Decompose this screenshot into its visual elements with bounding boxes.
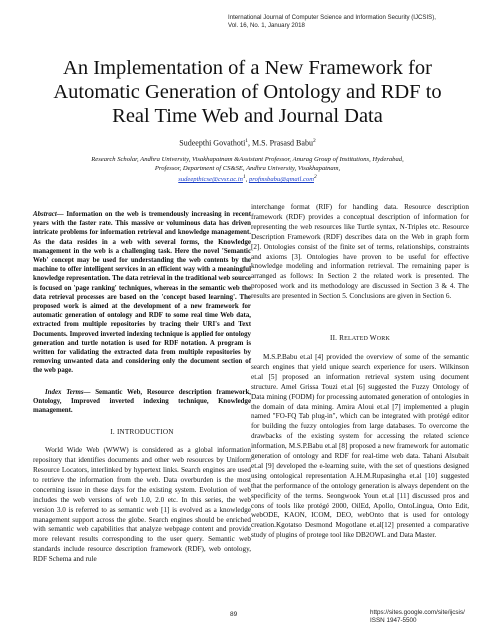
author-list: [20, 138, 475, 148]
section-1-initial: I: [116, 428, 120, 437]
page-number: 89: [230, 611, 238, 618]
title-line-2: Automatic Generation of Ontology and RDF to: [53, 81, 442, 103]
section-2-numeral: II.: [329, 334, 338, 343]
author-separator: , M.S. Prasasd Babu: [248, 138, 313, 148]
index-terms-text: Semantic Web, Resource description framework, Ontology, Improved inverted indexing technique, Knowledge management.: [33, 388, 251, 415]
author-1: Sudeepthi Govathoti: [179, 138, 246, 148]
author-2-sup: 2: [312, 138, 316, 144]
footer-url-link[interactable]: https://sites.google.com/site/ijcsis/: [370, 609, 465, 616]
email-line: [30, 173, 465, 185]
affiliation-line-1: Research Scholar, Andhra University, Visakhapatnam &Assistant Professor, Anurag Group of Institutions, Hyderabad,: [91, 156, 404, 163]
affiliation-block: [30, 156, 465, 185]
section-2-initial: R: [339, 334, 345, 343]
section-heading-introduction: [33, 428, 251, 438]
email-1-sup: 1: [242, 174, 246, 181]
journal-name: International Journal of Computer Science and Information Security (IJCSIS),: [228, 14, 436, 21]
footer-issn: ISSN 1947-5500: [370, 617, 417, 624]
section-heading-related-work: [251, 334, 469, 345]
section-2-mid: ELATED: [344, 336, 370, 343]
email-link-2[interactable]: profmsbabu@gmail.com: [248, 176, 314, 184]
related-work-paragraph: M.S.P.Babu et.al [4] provided the overview of some of the semantic search engines that yield unique search experience for users. Wilkinson et.al [5] proposed an information retrieval system using document structure. Amel Grissa Touzi et.al [6] suggested the Fuzzy Ontology of Data mining (FODM) for processing automated generation of ontologies in the domain of data mining. Amira Aloui et.al [7] implemented a plugin named "FO-FQ Tab plug-in", which can be integrated with protégé editor for building the fuzzy ontologies from large databases. To overcome the drawbacks of the existing system for accessing the related science information, M.S.P.Babu et.al [8] proposed a new framework for automatic generation of ontology and RDF for real-time web data. Tahani Alsubait et.al [9] developed the e-learning suite, with the set of questions designed using ontological representation A.H.M.Rupasingha et.al [10] suggested that the performance of the ontology generation is always dependent on the specificity of the terms. Seongwook Youn et.al [11] discussed pros and cons of tools like protégé 2000, OilEd, Apollo, OntoLingua, Onto Edit, webODE, KAON, ICOM, DEO, webOnto that is used for ontology creation.Kgotatso Desmond Mogotlane et.al[12] presented a comparative study of plugins of protege tool like DB2OWL and Data Master.: [251, 352, 469, 540]
email-link-1[interactable]: sudeepthicse@cvsr.ac.in: [178, 176, 243, 184]
footer-info: [370, 609, 465, 625]
section-2-w: W: [369, 334, 377, 343]
section-1-numeral: I.: [110, 428, 115, 437]
journal-header: [228, 14, 488, 30]
introduction-continued-paragraph: interchange format (RIF) for handling data. Resource description framework (RDF) provides a conceptual description of information for representing the web resources like Turtle syntax, N-Triples etc. Resource Description Framework (RDF) describes data on the Web in graph form [2]. Ontologies consist of the finite set of terms, relationships, constraints and axioms [3]. Ontologies have proven to be useful for effective knowledge modeling and information retrieval. The remaining paper is arranged as follows: In Section 2 the related work is presented. The proposed work and its methodology are discussed in Section 3 & 4. The results are presented in Section 5. Conclusions are given in Section 6.: [251, 203, 469, 301]
email-separator: ,: [245, 176, 249, 184]
journal-volume: Vol. 16, No. 1, January 2018: [228, 22, 305, 29]
index-terms: [33, 388, 251, 416]
abstract: [33, 210, 251, 376]
abstract-label: Abstract—: [33, 211, 64, 218]
left-column: [33, 210, 251, 565]
title-line-1: An Implementation of a New Framework for: [63, 57, 432, 79]
index-terms-label: Index Terms—: [45, 388, 91, 396]
author-1-sup: 1: [245, 138, 249, 144]
introduction-paragraph: World Wide Web (WWW) is considered as a global information repository that identifies documents and other web resources by Uniform Resource Locators, interlinked by hypertext links. Search engines are used to retrieve the information from the web. Data overburden is the most concerning issue in these days for the existing system. Evolution of web includes the web versions of web 1.0, 2.0 etc. In this series, the web version 3.0 is referred to as semantic web [1] is evolved as a knowledge management support across the globe. Search engines should be enriched with semantic web capabilities that analyze webpage content and provide more relevant results corresponding to the user query. Semantic web standards include resource description framework (RDF), web ontology, RDF Schema and rule: [33, 446, 251, 564]
abstract-text: Information on the web is tremendously increasing in recent years with the faster rate. This massive or voluminous data has driven intricate problems for information retrieval and knowledge management. As the data resides in a web with several forms, the Knowledge management in the web is a challenging task. Here the novel 'Semantic Web' concept may be used for understanding the web contents by the machine to offer intelligent services in an efficient way with a meaningful knowledge representation. The data retrieval in the traditional web source is focused on 'page ranking' techniques, whereas in the semantic web the data retrieval processes are based on the 'concept based learning'. The proposed work is aimed at the development of a new framework for automatic generation of ontology and RDF to some real time Web data, extracted from multiple repositories by tracing their URI's and Text Documents. Improved inverted indexing technique is applied for ontology generation and turtle notation is used for RDF notation. A program is written for validating the extracted data from multiple repositories by removing unwanted data and considering only the document section of the web page.: [33, 211, 251, 375]
right-column: [251, 203, 469, 541]
email-2-sup: 2: [313, 174, 317, 181]
section-1-rest: NTRODUCTION: [119, 428, 174, 437]
paper-title: [20, 56, 475, 128]
title-line-3: Real Time Web and Journal Data: [112, 105, 383, 127]
affiliation-line-2: Professor, Department of CS&SE, Andhra University, Visakhapatnam,: [154, 164, 341, 172]
section-2-rest: ORK: [376, 336, 390, 343]
